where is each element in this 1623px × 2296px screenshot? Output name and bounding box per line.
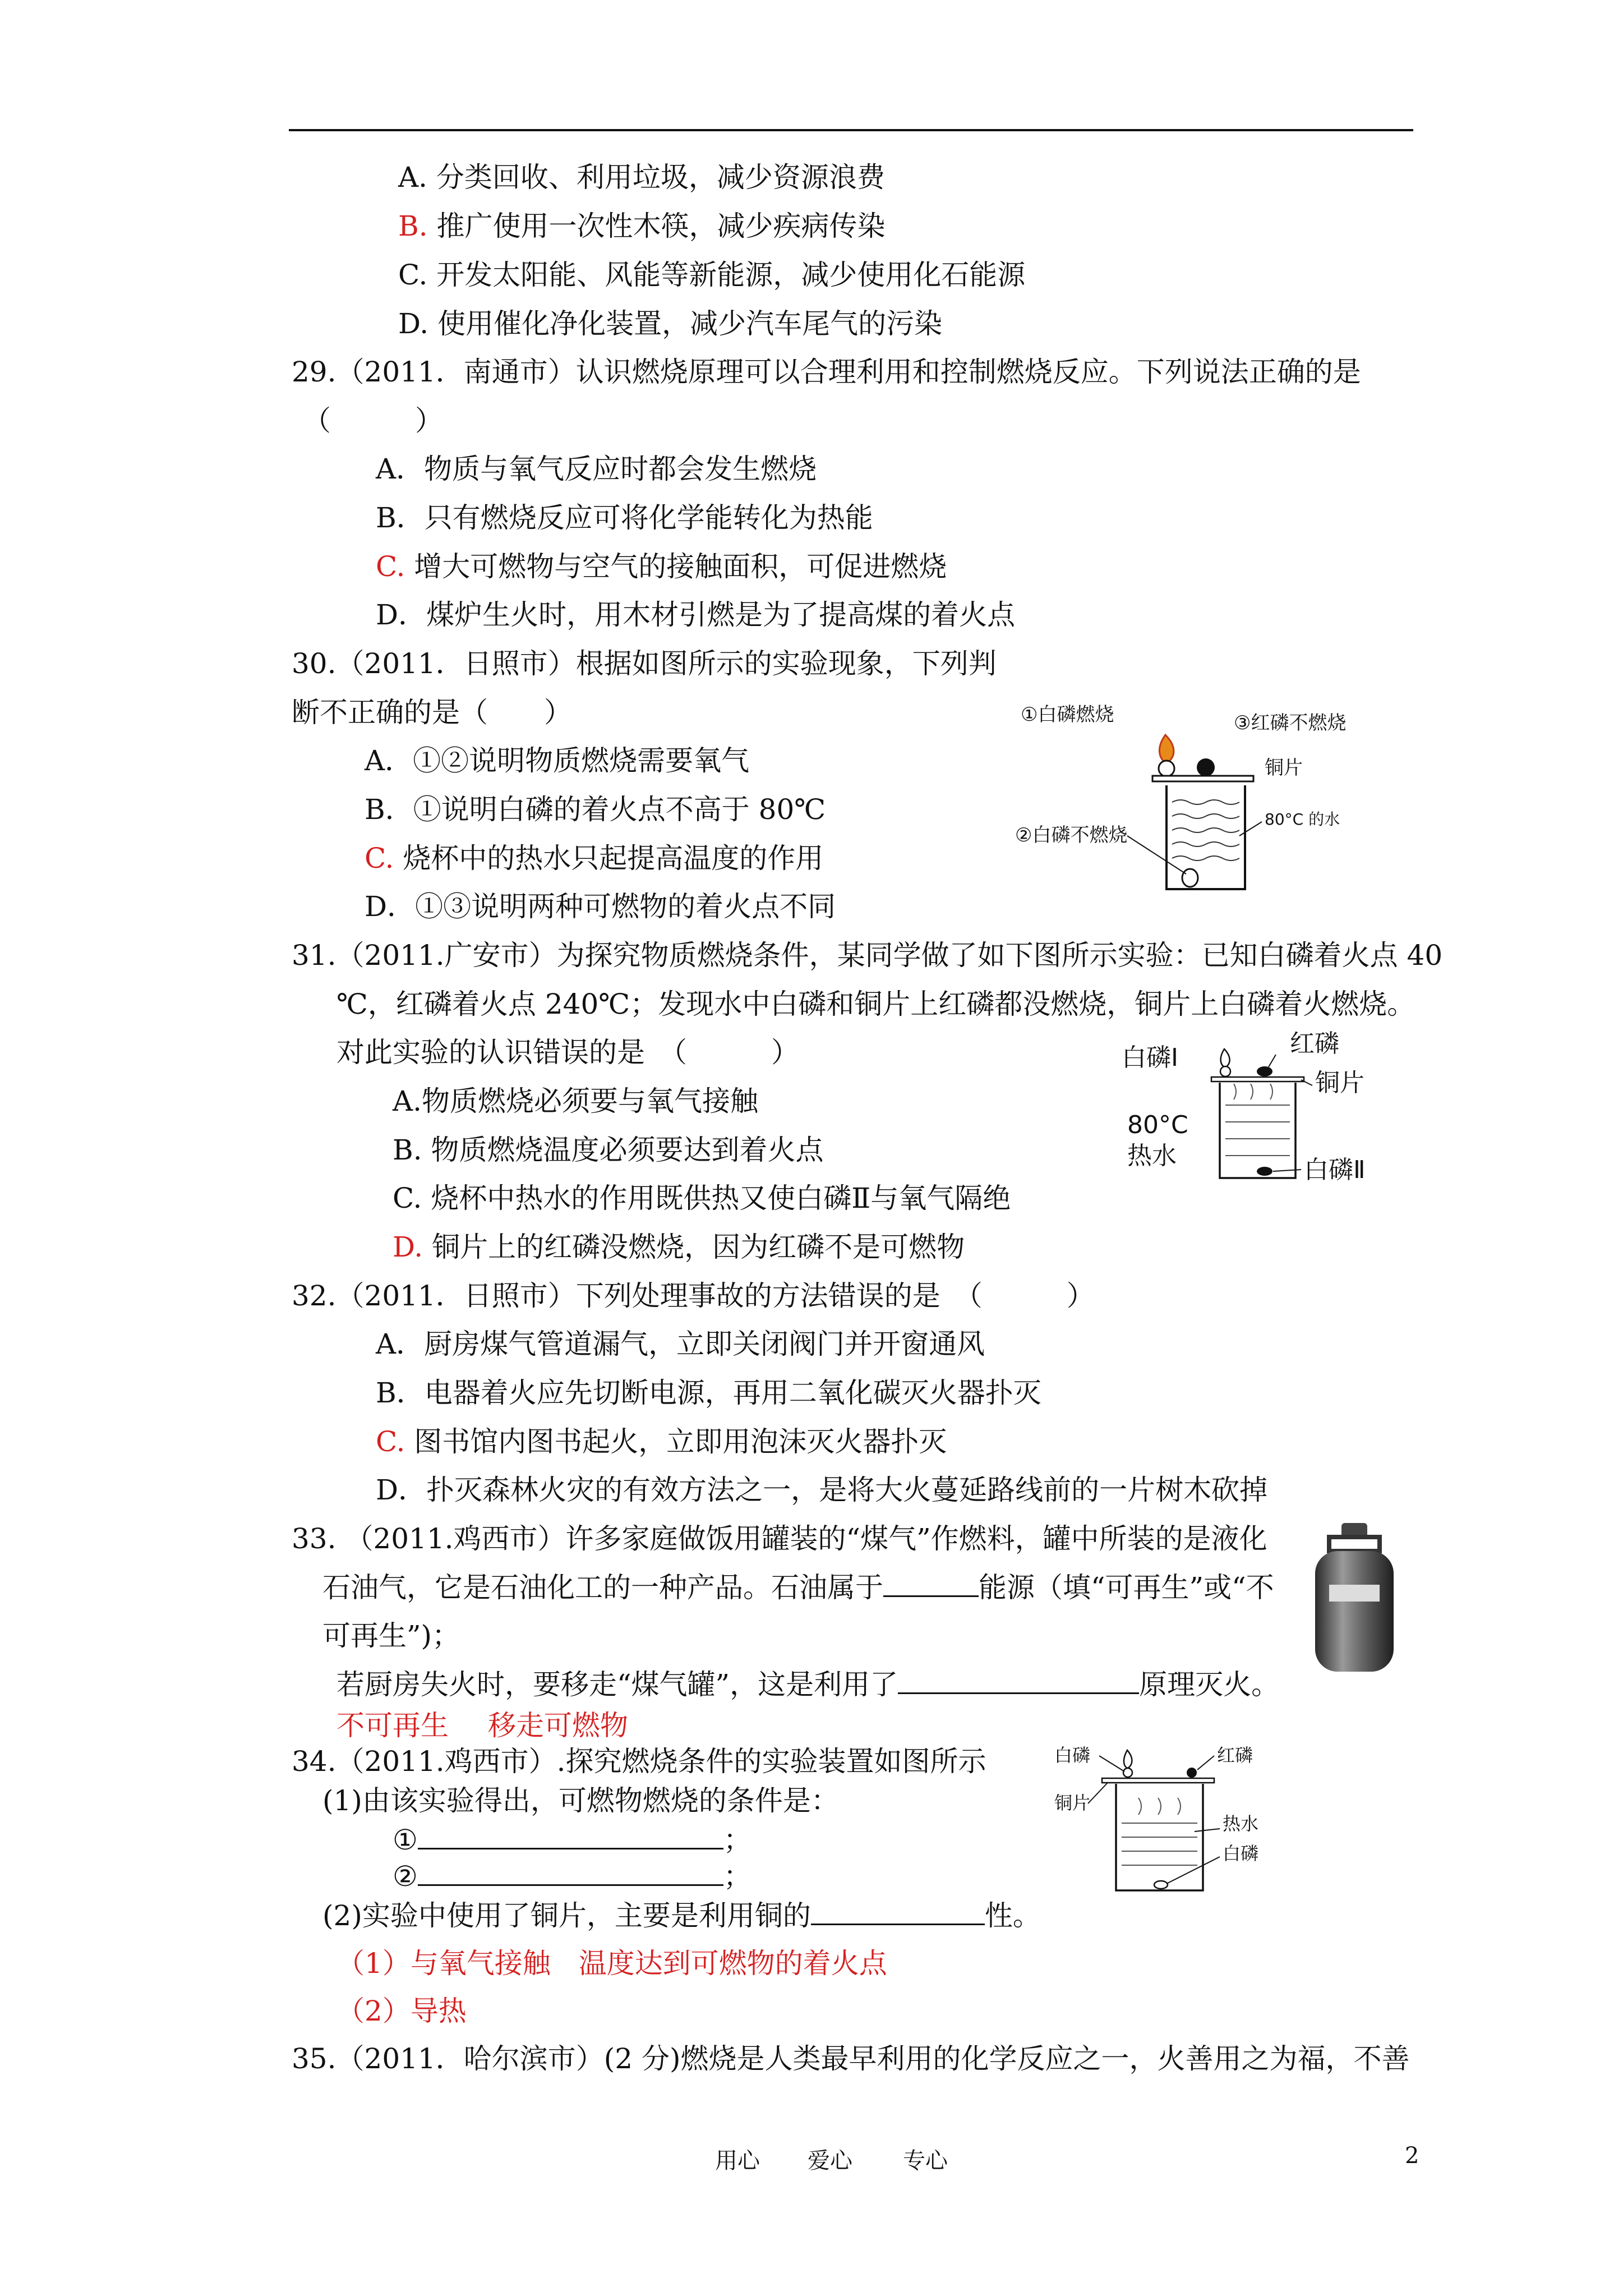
answer-marker: C. bbox=[376, 1425, 405, 1458]
copper-plate bbox=[1152, 776, 1253, 781]
q29-stem: 29.（2011．南通市）认识燃烧原理可以合理利用和控制燃烧反应。下列说法正确的是 bbox=[292, 356, 1361, 388]
q29-option-c bbox=[376, 550, 947, 583]
q34-part2-b: 性。 bbox=[984, 1899, 1041, 1932]
fig34-label-red-p: 红磷 bbox=[1217, 1745, 1253, 1766]
q31-option-b: B. 物质燃烧温度必须要达到着火点 bbox=[393, 1134, 824, 1166]
q34-blank-2[interactable] bbox=[418, 1860, 723, 1886]
q29-option-d: D．煤炉生火时，用木材引燃是为了提高煤的着火点 bbox=[376, 599, 1016, 631]
answer-marker: C. bbox=[376, 550, 405, 583]
flame-icon bbox=[1124, 1750, 1132, 1768]
q32-option-c-text: 图书馆内图书起火，立即用泡沫灭火器扑灭 bbox=[414, 1425, 947, 1458]
q32-stem: 32.（2011．日照市）下列处理事故的方法错误的是 （ ） bbox=[292, 1280, 1095, 1312]
q34-part2-a: (2)实验中使用了铜片，主要是利用铜的 bbox=[322, 1899, 811, 1932]
semicolon: ； bbox=[723, 1824, 751, 1856]
q30-option-a: A．①②说明物质燃烧需要氧气 bbox=[365, 744, 750, 777]
q31-option-d-text: 铜片上的红磷没燃烧，因为红磷不是可燃物 bbox=[432, 1231, 965, 1263]
q30-option-b: B．①说明白磷的着火点不高于 80℃ bbox=[365, 793, 826, 826]
q32-option-c bbox=[376, 1425, 947, 1458]
page-number: 2 bbox=[1405, 2143, 1419, 2169]
fig34-label-hotwater: 热水 bbox=[1223, 1813, 1259, 1834]
q31-option-a: A.物质燃烧必须要与氧气接触 bbox=[393, 1085, 759, 1117]
q32-option-d: D．扑灭森林火灾的有效方法之一，是将大火蔓延路线前的一片树木砍掉 bbox=[376, 1474, 1268, 1506]
fig30-label-copper: 铜片 bbox=[1265, 757, 1303, 779]
beaker bbox=[1166, 785, 1245, 889]
q32-option-b: B．电器着火应先切断电源，再用二氧化碳灭火器扑灭 bbox=[376, 1377, 1041, 1409]
q33-stem-line1: 33. （2011.鸡西市）许多家庭做饭用罐装的“煤气”作燃料，罐中所装的是液化 bbox=[292, 1522, 1267, 1555]
q30-option-c-text: 烧杯中的热水只起提高温度的作用 bbox=[403, 842, 824, 875]
q29-option-c-text: 增大可燃物与空气的接触面积，可促进燃烧 bbox=[414, 550, 947, 583]
q29-option-a: A．物质与氧气反应时都会发生燃烧 bbox=[376, 453, 817, 485]
q34-answer-1b: 温度达到可燃物的着火点 bbox=[578, 1947, 887, 1980]
q33-stem-line4 bbox=[336, 1668, 1279, 1701]
answer-marker: D. bbox=[393, 1231, 423, 1263]
circled-one: ① bbox=[393, 1824, 418, 1856]
q30-stem-line1: 30.（2011．日照市）根据如图所示的实验现象，下列判 bbox=[292, 647, 997, 680]
q34-condition-2 bbox=[393, 1860, 751, 1893]
q31-stem-line2: ℃，红磷着火点 240℃；发现水中白磷和铜片上红磷都没燃烧，铜片上白磷着火燃烧。 bbox=[336, 988, 1415, 1020]
circled-two: ② bbox=[393, 1860, 418, 1893]
fig31-label-copper: 铜片 bbox=[1315, 1069, 1364, 1097]
q34-part1: (1)由该实验得出，可燃物燃烧的条件是： bbox=[322, 1784, 839, 1817]
fig34-label-white-p: 白磷 bbox=[1054, 1745, 1091, 1766]
q32-option-a: A．厨房煤气管道漏气，立即关闭阀门并开窗通风 bbox=[376, 1328, 985, 1360]
footer-text-3: 专心 bbox=[903, 2148, 948, 2174]
q30-option-d: D．①③说明两种可燃物的着火点不同 bbox=[365, 890, 836, 923]
q34-stem: 34.（2011.鸡西市）.探究燃烧条件的实验装置如图所示 bbox=[292, 1745, 986, 1778]
fig34-label-copper: 铜片 bbox=[1054, 1792, 1091, 1814]
q28-option-b-text: 推广使用一次性木筷，减少疾病传染 bbox=[436, 210, 886, 242]
q34-blank-1[interactable] bbox=[418, 1823, 723, 1849]
semicolon: ； bbox=[723, 1860, 751, 1893]
q31-option-c: C. 烧杯中热水的作用既供热又使白磷Ⅱ与氧气隔绝 bbox=[393, 1182, 1011, 1214]
q33-answer-2: 移走可燃物 bbox=[488, 1709, 628, 1742]
fig30-label-water: 80°C 的水 bbox=[1265, 810, 1340, 829]
q33-stem-line4-a: 若厨房失火时，要移走“煤气罐”，这是利用了 bbox=[336, 1668, 898, 1701]
gas-tank-image bbox=[1307, 1520, 1402, 1677]
q33-stem-line2-a: 石油气，它是石油化工的一种产品。石油属于 bbox=[322, 1571, 883, 1604]
q31-stem-line1: 31.（2011.广安市）为探究物质燃烧条件，某同学做了如下图所示实验：已知白磷着火点 40 bbox=[292, 939, 1443, 972]
q34-condition-1 bbox=[393, 1823, 751, 1857]
q30-stem-line2: 断不正确的是（ ） bbox=[292, 696, 572, 729]
q34-figure bbox=[1054, 1739, 1279, 1896]
q29-option-b: B．只有燃烧反应可将化学能转化为热能 bbox=[376, 501, 873, 534]
q33-stem-line3: 可再生”)； bbox=[322, 1619, 460, 1652]
answer-marker: B. bbox=[398, 210, 428, 242]
q30-figure bbox=[1015, 696, 1374, 898]
q28-option-d: D. 使用催化净化装置，减少汽车尾气的污染 bbox=[398, 307, 943, 340]
fig30-label-white-p-water: ②白磷不燃烧 bbox=[1015, 824, 1128, 846]
q34-answer-1 bbox=[336, 1947, 887, 1980]
fig31-label-temp: 80°C bbox=[1127, 1111, 1188, 1139]
q33-blank-2[interactable] bbox=[898, 1668, 1139, 1694]
q33-stem-line2-b: 能源（填“可再生”或“不 bbox=[979, 1571, 1274, 1604]
q34-answer-2: （2）导热 bbox=[336, 1995, 467, 2027]
q30-option-c bbox=[365, 841, 823, 875]
footer-text-1: 用心 bbox=[715, 2148, 760, 2174]
flame-icon bbox=[1159, 735, 1173, 763]
q28-option-c: C. 开发太阳能、风能等新能源，减少使用化石能源 bbox=[398, 259, 1026, 291]
q28-option-b bbox=[398, 209, 886, 243]
fig31-label-hotwater: 热水 bbox=[1127, 1142, 1177, 1170]
q34-blank-3[interactable] bbox=[811, 1899, 985, 1925]
q33-stem-line2 bbox=[322, 1571, 1274, 1604]
flame-icon bbox=[1221, 1049, 1230, 1068]
q33-blank-1[interactable] bbox=[883, 1571, 979, 1597]
fig30-label-red-p: ③红磷不燃烧 bbox=[1234, 712, 1347, 734]
fig31-label-white-p2: 白磷Ⅱ bbox=[1304, 1156, 1366, 1184]
q31-option-d bbox=[393, 1230, 965, 1264]
header-rule bbox=[289, 129, 1413, 131]
answer-marker: C. bbox=[365, 842, 394, 875]
q28-option-a: A. 分类回收、利用垃圾，减少资源浪费 bbox=[398, 161, 885, 194]
fig31-label-white-p1: 白磷Ⅰ bbox=[1122, 1043, 1178, 1072]
q29-paren: （ ） bbox=[303, 404, 443, 437]
fig34-label-white-p2: 白磷 bbox=[1223, 1843, 1259, 1864]
q33-answer-1: 不可再生 bbox=[336, 1709, 449, 1742]
q33-answer bbox=[336, 1709, 628, 1742]
q34-part2 bbox=[322, 1899, 1041, 1932]
q31-stem-line3: 对此实验的认识错误的是 （ ） bbox=[336, 1036, 799, 1069]
q31-figure bbox=[1122, 1027, 1413, 1195]
fig31-label-red-p: 红磷 bbox=[1290, 1029, 1339, 1058]
q33-stem-line4-b: 原理灭火。 bbox=[1139, 1668, 1280, 1701]
q35-stem: 35.（2011．哈尔滨市）(2 分)燃烧是人类最早利用的化学反应之一，火善用之为福，不善 bbox=[292, 2042, 1410, 2075]
fig30-label-white-p-burning: ①白磷燃烧 bbox=[1021, 703, 1114, 726]
footer-text-2: 爱心 bbox=[808, 2148, 852, 2174]
q34-answer-1a: （1）与氧气接触 bbox=[336, 1947, 551, 1980]
